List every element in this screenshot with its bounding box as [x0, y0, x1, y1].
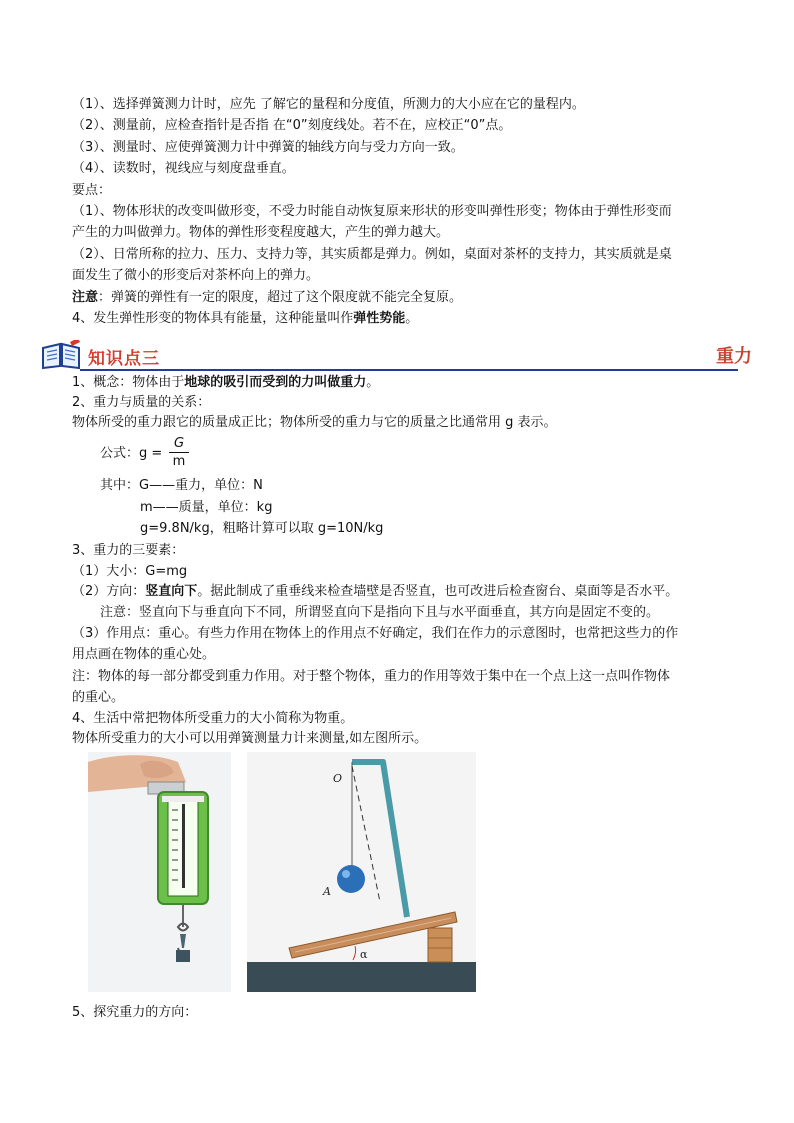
section-rule	[80, 369, 738, 371]
point-o-label: O	[333, 772, 343, 785]
point-a-label: A	[323, 885, 331, 898]
text-line	[72, 308, 418, 329]
text-line: （3）、测量时、应使弹簧测力计中弹簧的轴线方向与受力方向一致。	[72, 140, 464, 155]
text-span: 4、发生弹性形变的物体具有能量，这种能量叫作	[72, 311, 354, 326]
section-title: 知识点三	[88, 349, 160, 369]
formula-label: 公式：g =	[100, 446, 163, 461]
text-line: （4）、读数时，视线应与刻度盘垂直。	[72, 161, 295, 176]
text-line: 注：物体的每一部分都受到重力作用。对于整个物体，重力的作用等效于集中在一个点上这一点叫作物体	[72, 669, 671, 684]
text-line: 4、生活中常把物体所受重力的大小简称为物重。	[72, 711, 354, 726]
direction-term: 竖直向下	[145, 584, 198, 599]
text-line	[72, 372, 379, 393]
text-line: 3、重力的三要素：	[72, 543, 185, 558]
angle-alpha-label: α	[360, 948, 368, 961]
text-span: 。	[405, 311, 419, 326]
text-line: 用点画在物体的重心处。	[72, 647, 216, 662]
text-line	[72, 287, 462, 308]
formula-denominator: m	[172, 454, 186, 469]
text-line: g=9.8N/kg，粗略计算可以取 g=10N/kg	[140, 521, 384, 536]
text-span: （2）方向：	[72, 584, 146, 599]
text-line: 2、重力与质量的关系：	[72, 395, 211, 410]
text-line: 物体所受的重力跟它的质量成正比；物体所受的重力与它的质量之比通常用 g 表示。	[72, 415, 557, 430]
text-span: 1、概念：物体由于	[72, 375, 185, 390]
text-line: （2）、测量前，应检查指针是否指 在“0”刻度线处。若不在，应校正“0”点。	[72, 118, 512, 133]
text-line: （1）、物体形状的改变叫做形变，不受力时能自动恢复原来形状的形变叫弹性形变；物体由于弹性形变而	[72, 204, 672, 219]
section-header	[40, 340, 752, 372]
text-line: 面发生了微小的形变后对茶杯向上的弹力。	[72, 268, 320, 283]
formula-fraction	[169, 436, 189, 469]
fraction-bar	[169, 452, 189, 453]
text-line: 物体所受重力的大小可以用弹簧测量力计来测量,如左图所示。	[72, 731, 428, 746]
text-line: （1）大小：G=mg	[72, 564, 188, 579]
text-line: 要点：	[72, 183, 112, 198]
text-line: m——质量，单位：kg	[140, 500, 273, 515]
text-line: （2）、日常所称的拉力、压力、支持力等，其实质都是弹力。例如，桌面对茶杯的支持力，其实质就是桌	[72, 247, 672, 262]
note-text: ：弹簧的弹性有一定的限度，超过了这个限度就不能完全复原。	[98, 290, 463, 305]
text-span: 。	[366, 375, 380, 390]
note-label: 注意	[72, 290, 99, 305]
text-line: （3）作用点：重心。有些力作用在物体上的作用点不好确定，我们在作力的示意图时，也常把这些力的作	[72, 626, 679, 641]
text-line	[72, 581, 678, 602]
plumb-line-diagram	[247, 752, 476, 992]
formula-numerator: G	[173, 436, 185, 451]
spring-scale-image	[88, 752, 231, 992]
text-line: 的重心。	[72, 690, 125, 705]
text-line: 产生的力叫做弹力。物体的弹性形变程度越大，产生的弹力越大。	[72, 225, 450, 240]
term-elastic-energy: 弹性势能	[353, 311, 406, 326]
open-book-icon	[40, 340, 82, 370]
section-topic: 重力	[716, 346, 752, 367]
text-line: 其中：G——重力，单位：N	[100, 478, 263, 493]
text-line: 注意：竖直向下与垂直向下不同，所谓竖直向下是指向下且与水平面垂直，其方向是固定不变的。	[100, 605, 660, 620]
text-line: （1）、选择弹簧测力计时，应先 了解它的量程和分度值，所测力的大小应在它的量程内。	[72, 97, 585, 112]
text-span: 。据此制成了重垂线来检查墙壁是否竖直，也可改进后检查窗台、桌面等是否水平。	[197, 584, 679, 599]
gravity-definition: 地球的吸引而受到的力叫做重力	[184, 375, 367, 390]
text-line: 5、探究重力的方向：	[72, 1005, 198, 1020]
